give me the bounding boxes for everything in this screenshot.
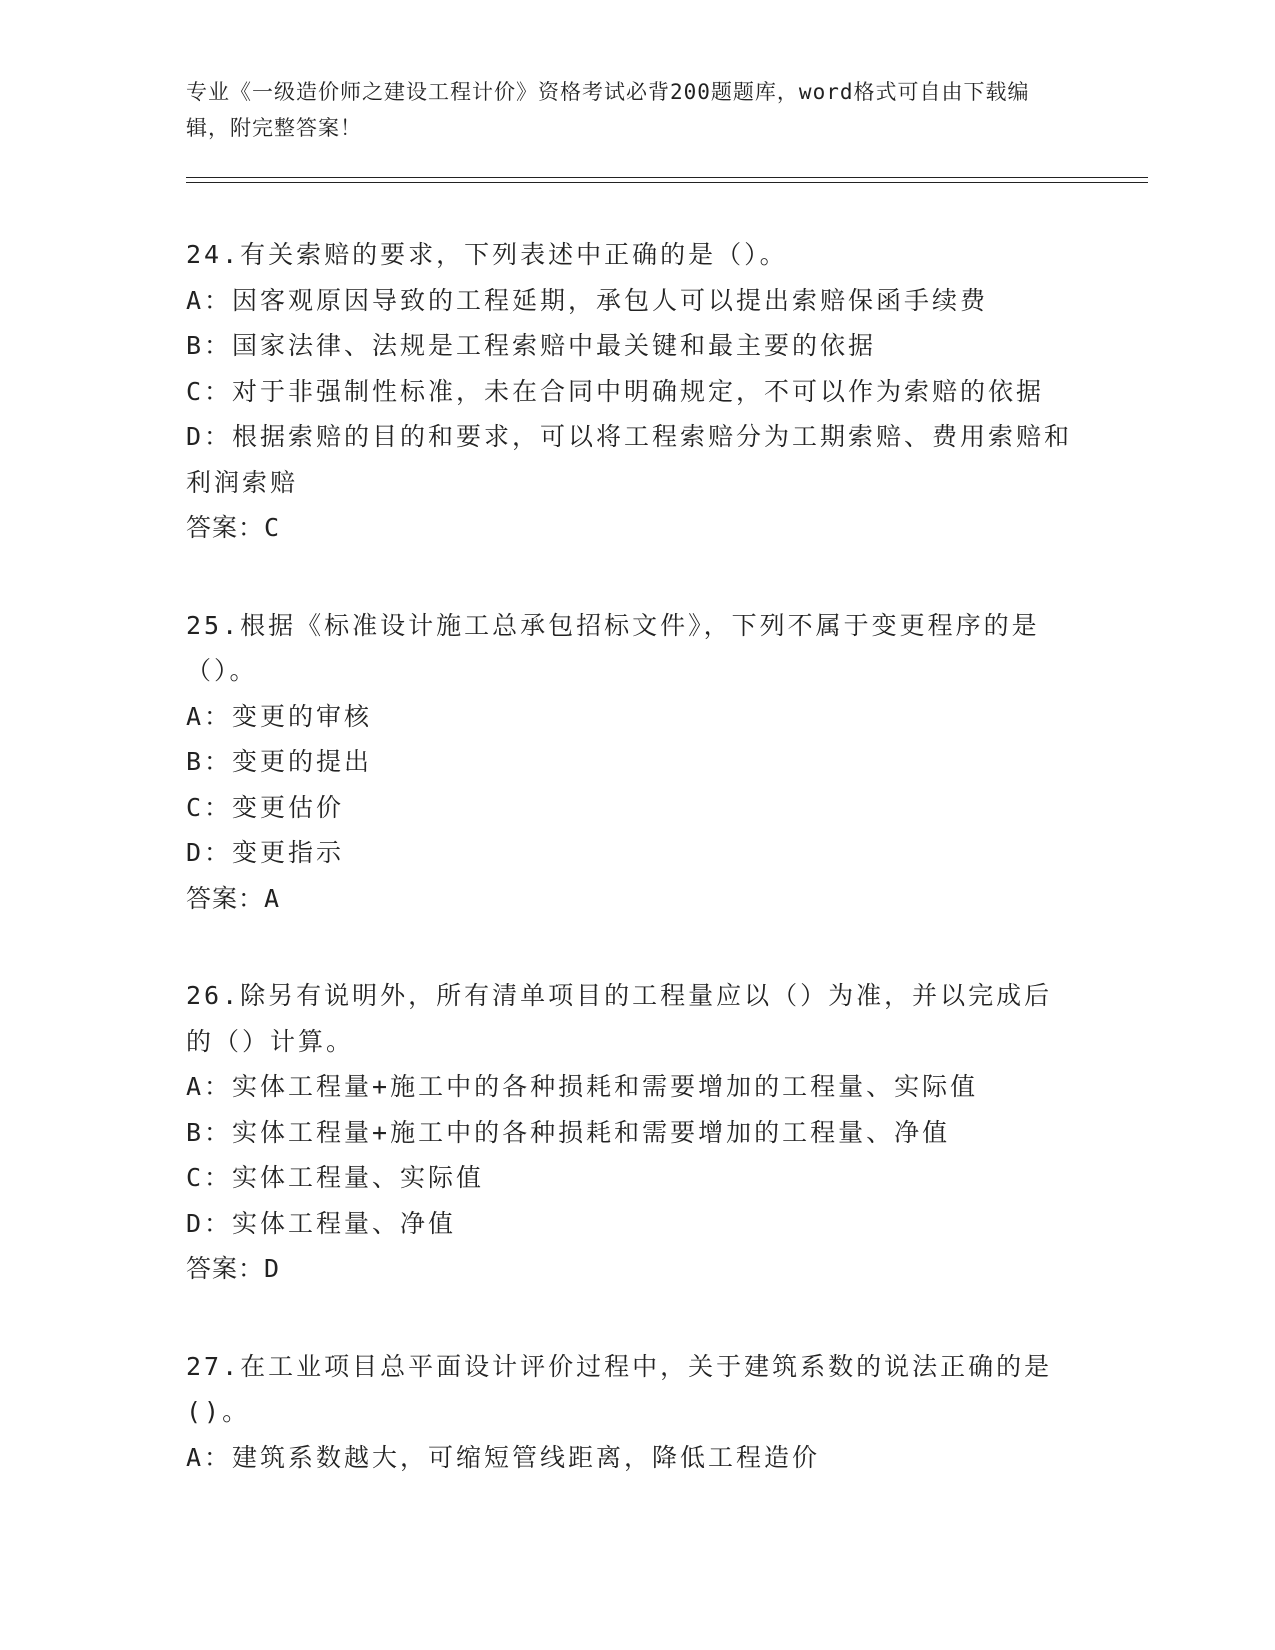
option-a: A：变更的审核 bbox=[186, 701, 373, 731]
question-list bbox=[186, 232, 1076, 1532]
answer-value: C bbox=[264, 513, 281, 542]
answer-value: D bbox=[264, 1254, 281, 1283]
header-divider-top bbox=[186, 177, 1148, 178]
header-divider-bottom bbox=[186, 182, 1148, 183]
option-d: D：实体工程量、净值 bbox=[186, 1208, 457, 1238]
answer-line bbox=[186, 876, 1076, 922]
question-26 bbox=[186, 973, 1076, 1292]
answer-line bbox=[186, 505, 1076, 551]
option-a: A：实体工程量+施工中的各种损耗和需要增加的工程量、实际值 bbox=[186, 1072, 979, 1101]
option-d: D：变更指示 bbox=[186, 838, 345, 867]
question-24 bbox=[186, 232, 1076, 551]
document-header: 专业《一级造价师之建设工程计价》资格考试必背200题题库，word格式可自由下载编辑，附完整答案！ bbox=[186, 80, 1030, 140]
question-stem: 27.在工业项目总平面设计评价过程中，关于建筑系数的说法正确的是()。 bbox=[186, 1351, 1053, 1426]
question-27 bbox=[186, 1344, 1076, 1481]
option-b: B：变更的提出 bbox=[186, 747, 373, 776]
option-c: C：变更估价 bbox=[186, 792, 345, 822]
answer-line bbox=[186, 1246, 1076, 1292]
question-stem: 25.根据《标准设计施工总承包招标文件》，下列不属于变更程序的是（）。 bbox=[186, 610, 1040, 685]
option-b: B：国家法律、法规是工程索赔中最关键和最主要的依据 bbox=[186, 331, 877, 360]
answer-label: 答案： bbox=[186, 1254, 265, 1283]
answer-label: 答案： bbox=[186, 883, 265, 913]
answer-value: A bbox=[264, 883, 281, 913]
option-a: A：建筑系数越大，可缩短管线距离，降低工程造价 bbox=[186, 1442, 821, 1472]
option-c: C：实体工程量、实际值 bbox=[186, 1163, 485, 1192]
question-25 bbox=[186, 603, 1076, 922]
question-stem: 24.有关索赔的要求，下列表述中正确的是（）。 bbox=[186, 240, 788, 269]
question-stem: 26.除另有说明外，所有清单项目的工程量应以（）为准，并以完成后的（）计算。 bbox=[186, 981, 1053, 1056]
option-b: B：实体工程量+施工中的各种损耗和需要增加的工程量、净值 bbox=[186, 1117, 951, 1147]
option-d: D：根据索赔的目的和要求，可以将工程索赔分为工期索赔、费用索赔和利润索赔 bbox=[186, 422, 1073, 497]
answer-label: 答案： bbox=[186, 513, 265, 542]
option-c: C：对于非强制性标准，未在合同中明确规定，不可以作为索赔的依据 bbox=[186, 376, 1045, 406]
option-a: A：因客观原因导致的工程延期，承包人可以提出索赔保函手续费 bbox=[186, 285, 989, 315]
